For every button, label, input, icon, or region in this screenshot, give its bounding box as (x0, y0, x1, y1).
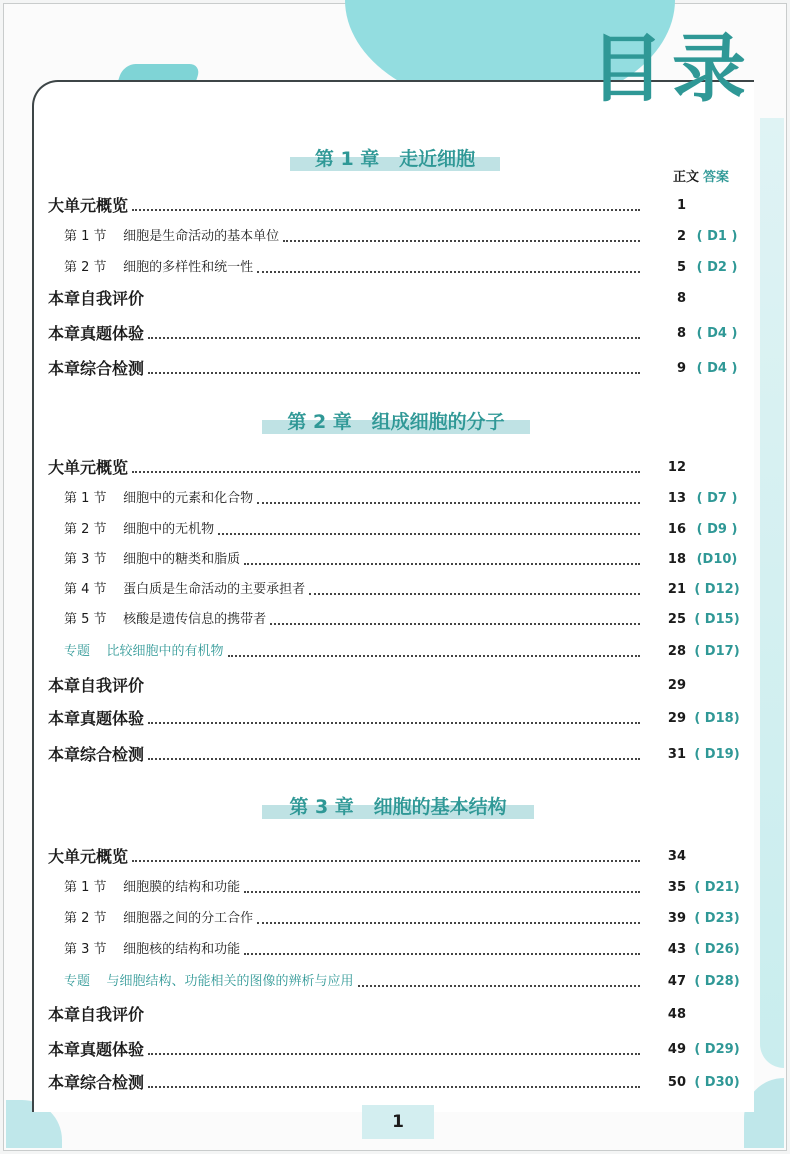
leader-dots (283, 240, 640, 242)
toc-entry-answer: ( D17) (694, 644, 740, 659)
toc-entry-title: 本章自我评价 (48, 676, 145, 695)
toc-entry-page: 35 (667, 880, 686, 895)
toc-entry-title: 第 1 节 细胞中的元素和化合物 (64, 491, 254, 506)
toc-entry-answer: ( D12) (694, 582, 740, 597)
chapter-heading-1 (290, 143, 500, 177)
toc-entry-title: 本章真题体验 (48, 709, 145, 728)
toc-entry[interactable] (48, 578, 748, 602)
toc-entry-page: 28 (667, 644, 686, 659)
toc-entry-answer: ( D9 ) (696, 522, 738, 537)
leader-dots (148, 372, 640, 374)
column-header-page: 正文 (673, 170, 700, 185)
toc-entry-title: 专题 与细胞结构、功能相关的图像的辨析与应用 (64, 974, 354, 989)
toc-entry[interactable] (48, 194, 748, 218)
toc-entry-title: 本章综合检测 (48, 745, 145, 764)
toc-entry-title: 专题 比较细胞中的有机物 (64, 644, 224, 659)
toc-entry[interactable] (48, 1071, 748, 1095)
toc-entry[interactable] (48, 674, 748, 698)
toc-entry[interactable] (48, 1003, 748, 1027)
leader-dots (309, 593, 640, 595)
leader-dots (270, 623, 640, 625)
leader-dots (132, 860, 640, 862)
page-number: 1 (362, 1105, 434, 1139)
toc-entry-page: 50 (667, 1075, 686, 1090)
leader-dots (257, 922, 640, 924)
toc-entry-title: 第 2 节 细胞器之间的分工合作 (64, 911, 254, 926)
toc-entry-title: 本章真题体验 (48, 324, 145, 343)
toc-entry-title: 本章综合检测 (48, 359, 145, 378)
toc-entry-answer: ( D30) (694, 1075, 740, 1090)
toc-entry-page: 43 (667, 942, 686, 957)
toc-entry-answer: ( D15) (694, 612, 740, 627)
toc-entry-title: 第 1 节 细胞是生命活动的基本单位 (64, 229, 280, 244)
toc-entry-page: 16 (667, 522, 686, 537)
leader-dots (148, 337, 640, 339)
toc-entry-title: 第 2 节 细胞的多样性和统一性 (64, 260, 254, 275)
leader-dots (148, 722, 640, 724)
toc-entry-page: 8 (676, 326, 686, 341)
toc-entry[interactable] (48, 518, 748, 542)
toc-entry-title: 本章综合检测 (48, 1073, 145, 1092)
toc-entry-page: 1 (676, 198, 686, 213)
toc-entry[interactable] (48, 256, 748, 280)
toc-entry-title: 本章自我评价 (48, 289, 145, 308)
toc-entry-page: 21 (667, 582, 686, 597)
leader-dots (228, 655, 640, 657)
toc-entry[interactable] (48, 743, 748, 767)
toc-entry[interactable] (48, 357, 748, 381)
leader-dots (132, 471, 640, 473)
toc-entry[interactable] (48, 707, 748, 731)
toc-entry-page: 34 (667, 849, 686, 864)
toc-entry-page: 49 (667, 1042, 686, 1057)
toc-entry-title: 第 1 节 细胞膜的结构和功能 (64, 880, 241, 895)
leader-dots (257, 271, 640, 273)
toc-entry-answer: ( D7 ) (696, 491, 738, 506)
toc-entry[interactable] (48, 456, 748, 480)
leader-dots (148, 1086, 640, 1088)
toc-entry[interactable] (48, 225, 748, 249)
leader-dots (218, 533, 640, 535)
toc-entry-title: 第 3 节 细胞核的结构和功能 (64, 942, 241, 957)
toc-entry-title: 大单元概览 (48, 458, 129, 477)
leader-dots (244, 891, 640, 893)
toc-entry-page: 12 (667, 460, 686, 475)
decorative-right-strip (760, 118, 784, 1068)
toc-entry-title: 大单元概览 (48, 196, 129, 215)
leader-dots (132, 209, 640, 211)
leader-dots (358, 985, 640, 987)
toc-entry-title: 第 3 节 细胞中的糖类和脂质 (64, 552, 241, 567)
leader-dots (148, 1053, 640, 1055)
toc-entry-answer: ( D4 ) (696, 326, 738, 341)
toc-entry-page: 48 (667, 1007, 686, 1022)
toc-entry-page: 25 (667, 612, 686, 627)
toc-entry-page: 9 (676, 361, 686, 376)
toc-entry[interactable] (48, 876, 748, 900)
toc-entry-page: 31 (667, 747, 686, 762)
toc-entry[interactable] (48, 287, 748, 311)
toc-entry-page: 5 (676, 260, 686, 275)
toc-entry[interactable] (48, 487, 748, 511)
chapter-heading-label: 第 3 章 细胞的基本结构 (289, 796, 507, 818)
toc-entry[interactable] (48, 322, 748, 346)
leader-dots (244, 953, 640, 955)
toc-entry-page: 18 (667, 552, 686, 567)
toc-entry[interactable] (48, 608, 748, 632)
toc-entry[interactable] (48, 548, 748, 572)
chapter-heading-label: 第 2 章 组成细胞的分子 (287, 411, 505, 433)
toc-entry-page: 13 (667, 491, 686, 506)
toc-entry[interactable] (48, 845, 748, 869)
toc-entry-answer: ( D28) (694, 974, 740, 989)
leader-dots (148, 758, 640, 760)
toc-entry[interactable] (48, 938, 748, 962)
toc-entry-answer: ( D26) (694, 942, 740, 957)
toc-entry-answer: ( D21) (694, 880, 740, 895)
toc-entry-answer: ( D4 ) (696, 361, 738, 376)
toc-entry-answer: ( D23) (694, 911, 740, 926)
toc-entry-answer: ( D2 ) (696, 260, 738, 275)
toc-entry-answer: ( D18) (694, 711, 740, 726)
toc-entry-page: 2 (676, 229, 686, 244)
toc-entry-page: 29 (667, 711, 686, 726)
toc-entry-page: 39 (667, 911, 686, 926)
toc-entry-page: 8 (676, 291, 686, 306)
toc-entry-answer: ( D1 ) (696, 229, 738, 244)
column-headers (673, 166, 729, 185)
toc-entry-title: 第 2 节 细胞中的无机物 (64, 522, 215, 537)
leader-dots (257, 502, 640, 504)
toc-entry-page: 47 (667, 974, 686, 989)
toc-entry-title: 第 4 节 蛋白质是生命活动的主要承担者 (64, 582, 306, 597)
column-header-answer: 答案 (703, 170, 730, 185)
chapter-heading-3 (262, 791, 534, 825)
chapter-heading-2 (262, 406, 530, 440)
toc-entry[interactable] (48, 640, 748, 664)
toc-entry-title: 第 5 节 核酸是遗传信息的携带者 (64, 612, 267, 627)
page-title: 目录 (590, 26, 754, 112)
toc-entry-answer: ( D19) (694, 747, 740, 762)
toc-entry-title: 本章真题体验 (48, 1040, 145, 1059)
leader-dots (244, 563, 640, 565)
toc-entry-page: 29 (667, 678, 686, 693)
toc-entry[interactable] (48, 970, 748, 994)
toc-entry-title: 本章自我评价 (48, 1005, 145, 1024)
toc-entry[interactable] (48, 1038, 748, 1062)
chapter-heading-label: 第 1 章 走近细胞 (314, 148, 476, 170)
toc-entry[interactable] (48, 907, 748, 931)
toc-entry-answer: (D10) (696, 552, 738, 567)
toc-entry-answer: ( D29) (694, 1042, 740, 1057)
toc-entry-title: 大单元概览 (48, 847, 129, 866)
